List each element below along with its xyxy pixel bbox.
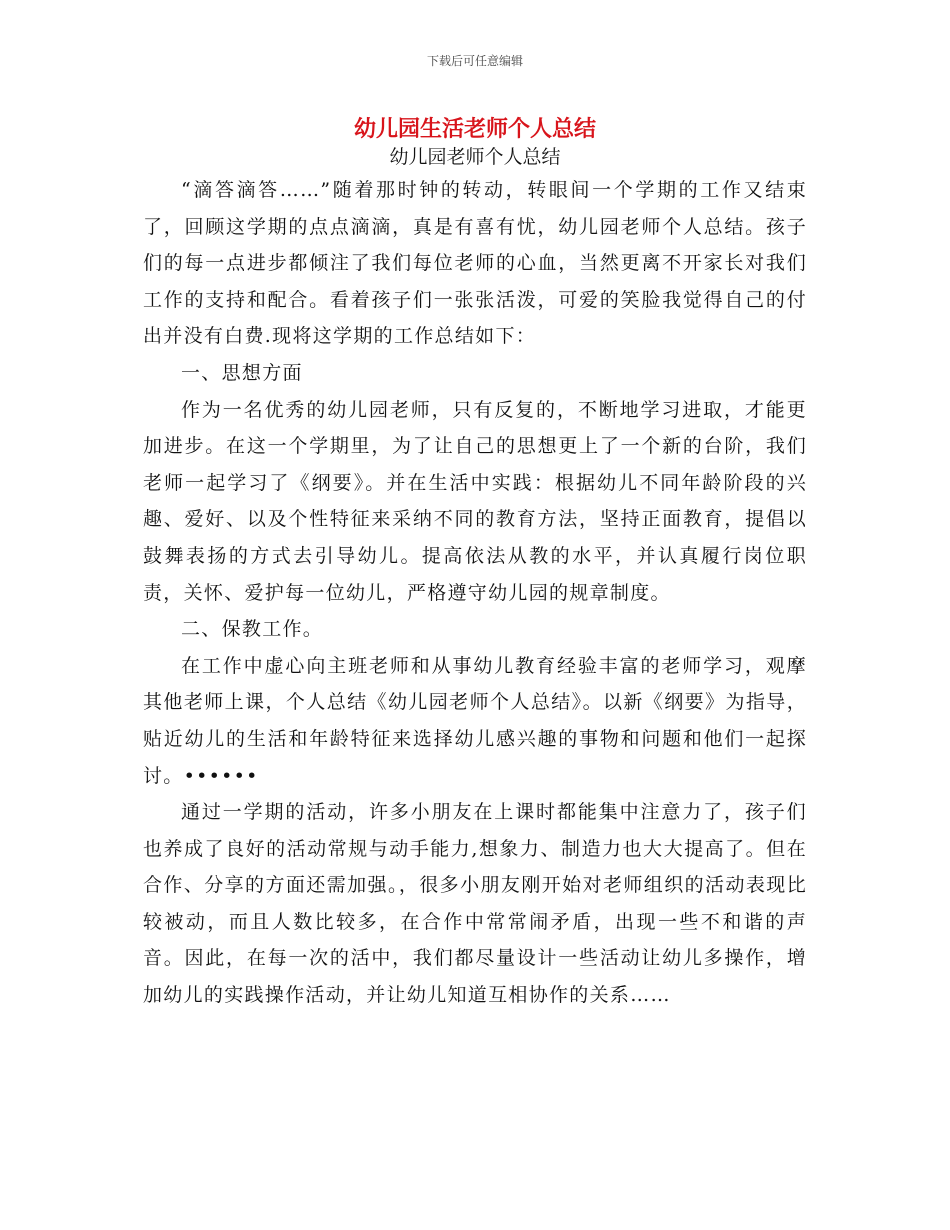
section-heading-thought: 一、思想方面 xyxy=(181,361,303,384)
document-subtitle: 幼儿园老师个人总结 xyxy=(389,146,561,168)
document-title: 幼儿园生活老师个人总结 xyxy=(353,117,596,142)
document-body xyxy=(143,172,807,1014)
paragraph-care-education: 在工作中虚心向主班老师和从事幼儿教育经验丰富的老师学习，观摩其他老师上课，个人总结《幼儿园老师个人总结》。以新《纲要》为指导，贴近幼儿的生活和年龄特征来选择幼儿感兴趣的事物和问题和他们一起探讨。•••••• xyxy=(143,654,807,787)
paragraph-thought: 作为一名优秀的幼儿园老师，只有反复的，不断地学习进取，才能更加进步。在这一个学期里，为了让自己的思想更上了一个新的台阶，我们老师一起学习了《纲要》。并在生活中实践：根据幼儿不同年龄阶段的兴趣、爱好、以及个性特征来采纳不同的教育方法，坚持正面教育，提倡以鼓舞表扬的方式去引导幼儿。提高依法从教的水平，并认真履行岗位职责，关怀、爱护每一位幼儿，严格遵守幼儿园的规章制度。 xyxy=(143,398,807,604)
section-heading-care-education: 二、保教工作。 xyxy=(181,618,324,641)
paragraph-activities: 通过一学期的活动，许多小朋友在上课时都能集中注意力了，孩子们也养成了良好的活动常规与动手能力,想象力、制造力也大大提高了。但在合作、分享的方面还需加强。，很多小朋友刚开始对老师组织的活动表现比较被动，而且人数比较多，在合作中常常闹矛盾，出现一些不和谐的声音。因此，在每一次的活中，我们都尽量设计一些活动让幼儿多操作，增加幼儿的实践操作活动，并让幼儿知道互相协作的关系…… xyxy=(143,801,807,1007)
paragraph-intro: “滴答滴答……”随着那时钟的转动，转眼间一个学期的工作又结束了，回顾这学期的点点滴滴，真是有喜有忧，幼儿园老师个人总结。孩子们的每一点进步都倾注了我们每位老师的心血，当然更离不开家长对我们工作的支持和配合。看着孩子们一张张活泼，可爱的笑脸我觉得自己的付出并没有白费.现将这学期的工作总结如下： xyxy=(143,179,807,348)
header-note: 下载后可任意编辑 xyxy=(426,54,523,68)
